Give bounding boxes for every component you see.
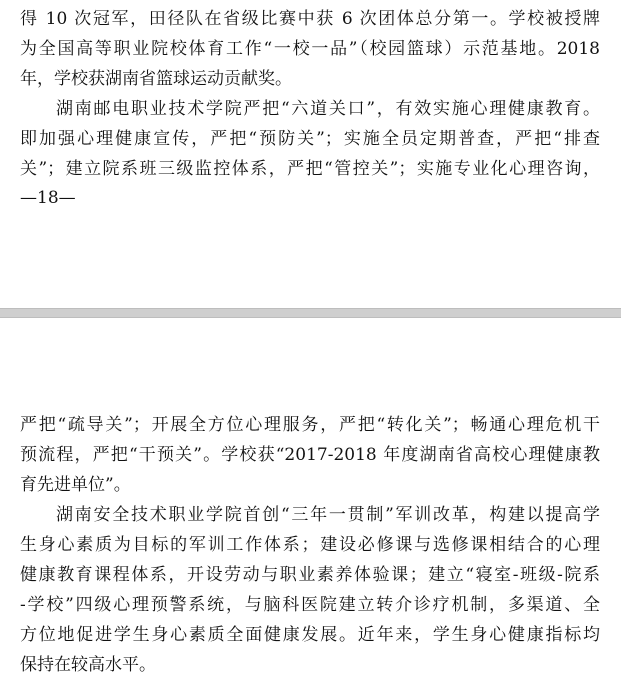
paragraph-first-line: 湖南邮电职业技术学院严把“六道关口”，有效实施心理健康教育。 (56, 99, 600, 119)
text-line: 预流程，严把“干预关”。学校获“2017-2018 年度湖南省高校心理健康教 (20, 445, 600, 465)
text-line: 健康教育课程体系，开设劳动与职业素养体验课；建立“寝室-班级-院系 (20, 565, 600, 585)
text-line: 年，学校获湖南省篮球运动贡献奖。 (20, 69, 292, 89)
page-number: —18— (20, 188, 76, 208)
text-line: 得 10 次冠军，田径队在省级比赛中获 6 次团体总分第一。学校被授牌 (20, 9, 600, 29)
text-line: 严把“疏导关”；开展全方位心理服务，严把“转化关”；畅通心理危机干 (20, 415, 600, 435)
text-line: 生身心素质为目标的军训工作体系；建设必修课与选修课相结合的心理 (20, 535, 600, 555)
text-line: 为全国高等职业院校体育工作“一校一品”（校园篮球）示范基地。2018 (20, 39, 600, 59)
text-line: 方位地促进学生身心素质全面健康发展。近年来，学生身心健康指标均 (20, 625, 600, 645)
paragraph-first-line: 湖南安全技术职业学院首创“三年一贯制”军训改革，构建以提高学 (56, 505, 600, 525)
text-line: -学校”四级心理预警系统，与脑科医院建立转介诊疗机制，多渠道、全 (20, 595, 600, 615)
document-page-top (0, 0, 621, 308)
page-separator (0, 308, 621, 318)
text-line: 即加强心理健康宣传，严把“预防关”；实施全员定期普查，严把“排查 (20, 129, 600, 149)
text-line: 保持在较高水平。 (20, 655, 156, 675)
text-line: 关”；建立院系班三级监控体系，严把“管控关”；实施专业化心理咨询， (20, 159, 600, 179)
document-page-bottom (0, 318, 621, 678)
text-line: 育先进单位”。 (20, 475, 131, 495)
